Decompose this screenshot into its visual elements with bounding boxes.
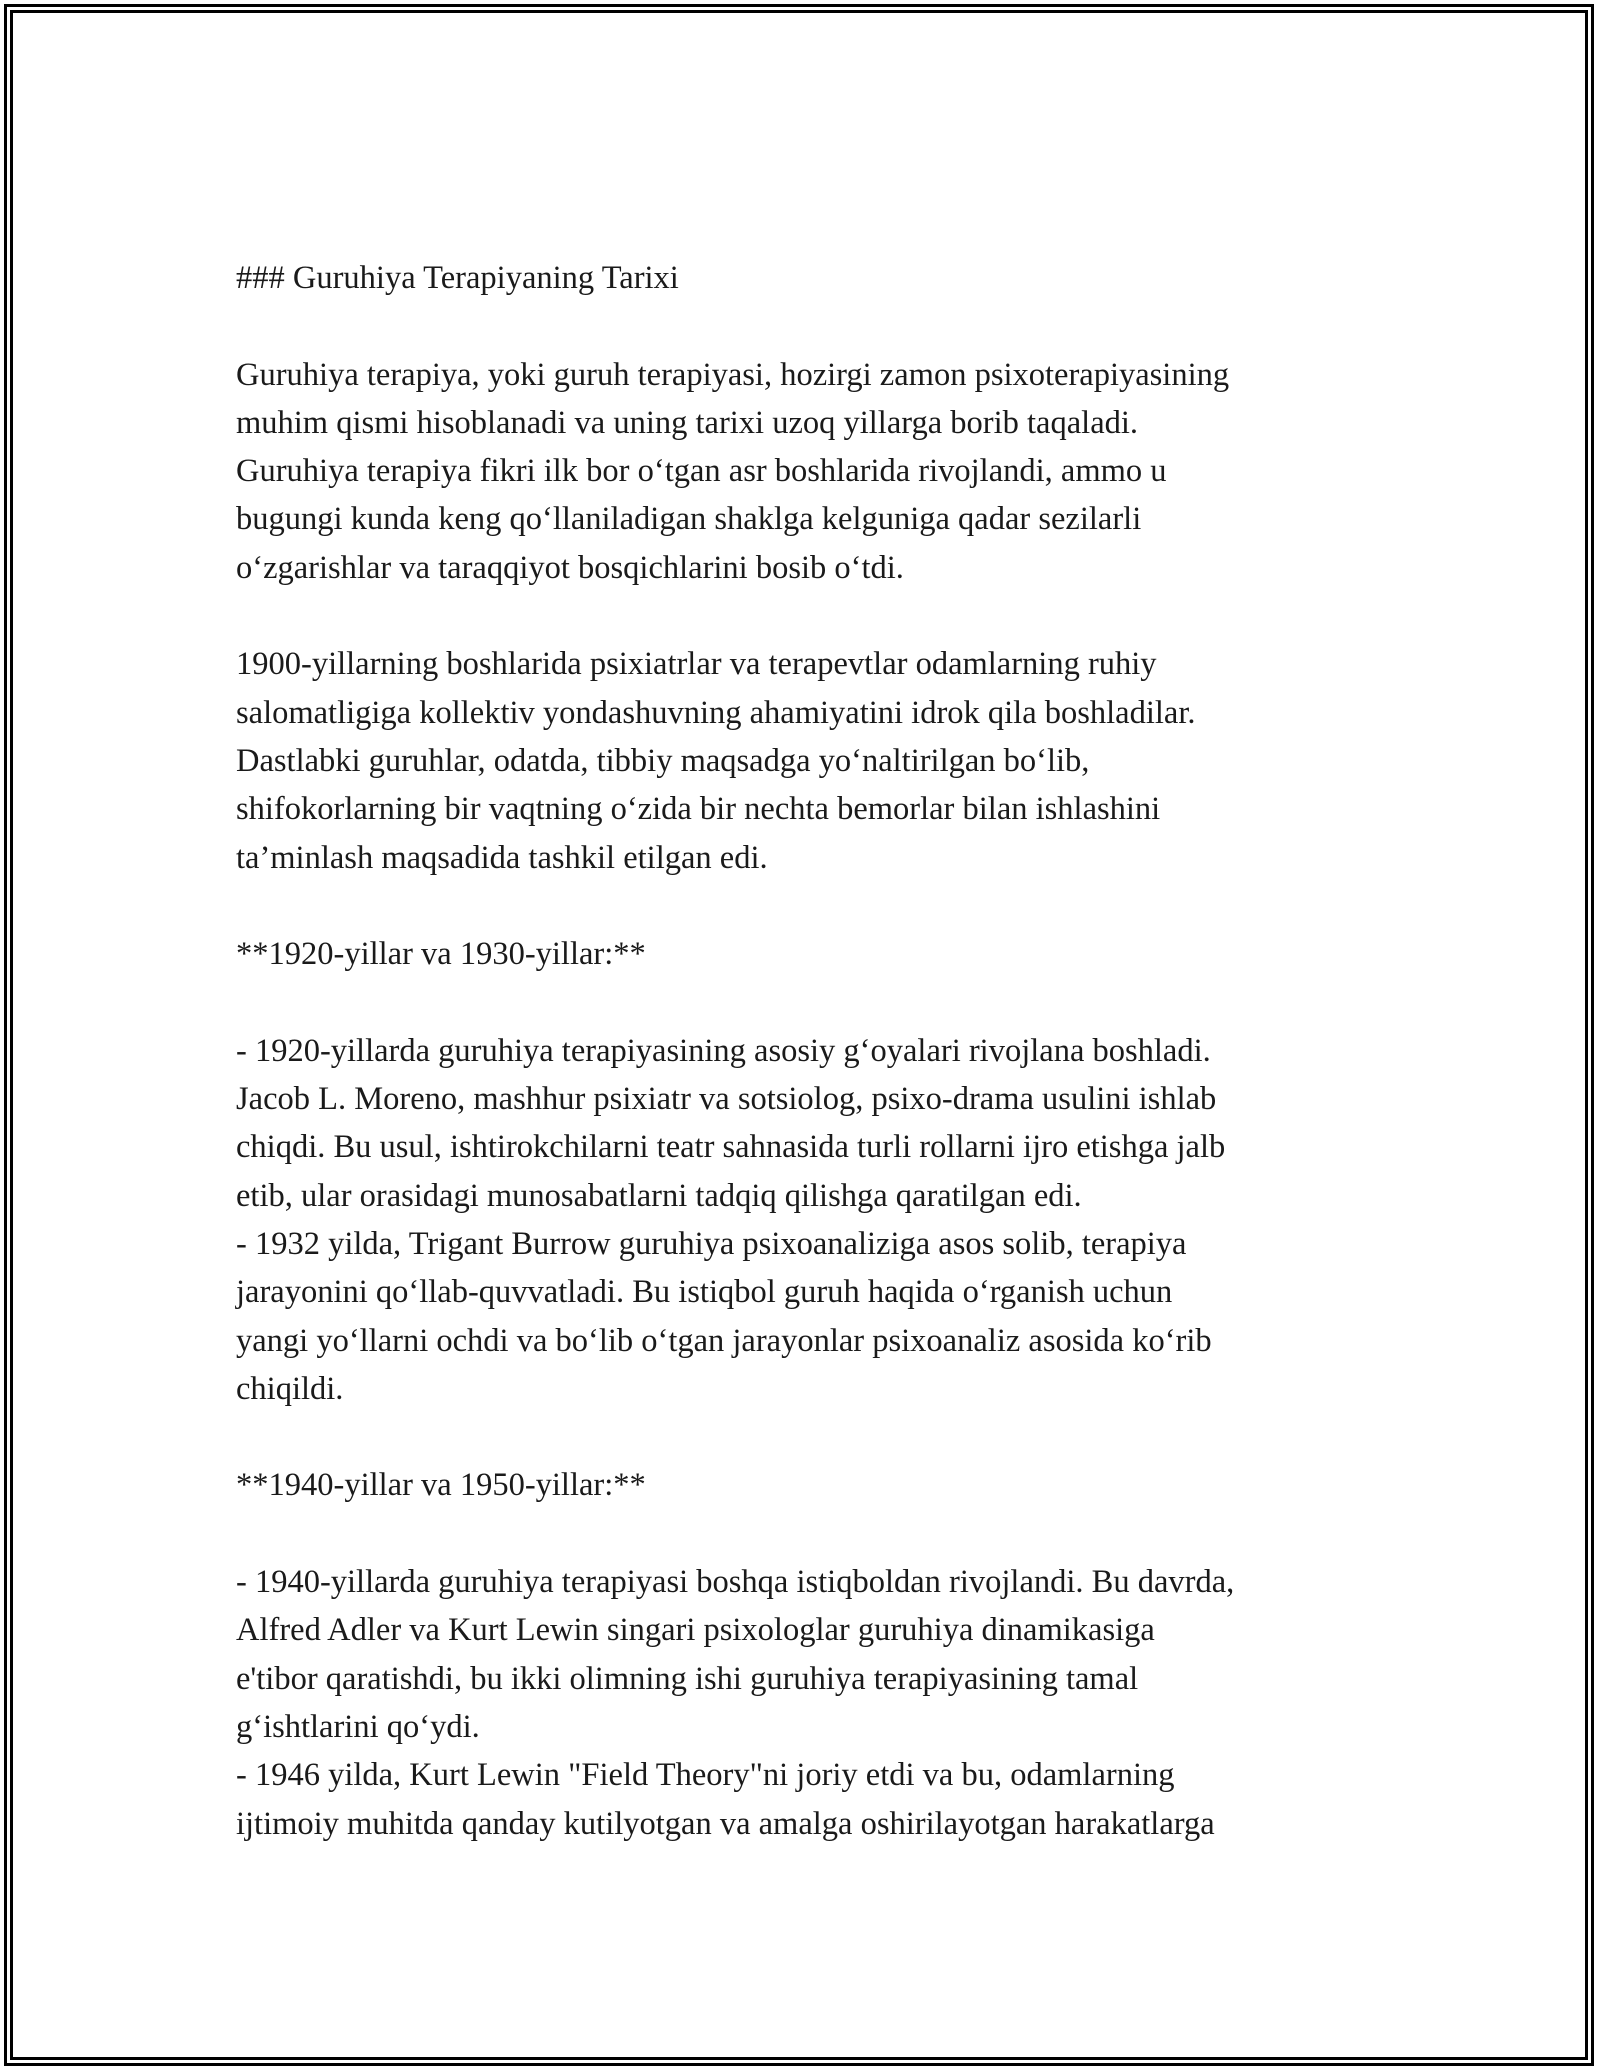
text-line: - 1946 yilda, Kurt Lewin "Field Theory"ni joriy etdi va bu, odamlarning bbox=[236, 1757, 1175, 1794]
text-line: 1900-yillarning boshlarida psixiatrlar va terapevtlar odamlarning ruhiy bbox=[236, 646, 1157, 683]
text-line: Jacob L. Moreno, mashhur psixiatr va sotsiolog, psixo-drama usulini ishlab bbox=[236, 1081, 1217, 1118]
section-heading-1940s: **1940-yillar va 1950-yillar:** bbox=[236, 1467, 646, 1504]
text-line: ijtimoiy muhitda qanday kutilyotgan va amalga oshirilayotgan harakatlarga bbox=[236, 1805, 1215, 1842]
text-line: - 1940-yillarda guruhiya terapiyasi boshqa istiqboldan rivojlandi. Bu davrda, bbox=[236, 1564, 1235, 1601]
section-heading-1920s: **1920-yillar va 1930-yillar:** bbox=[236, 936, 646, 973]
text-line: muhim qismi hisoblanadi va uning tarixi uzoq yillarga borib taqaladi. bbox=[236, 404, 1139, 441]
document-heading: ### Guruhiya Terapiyaning Tarixi bbox=[236, 260, 679, 296]
paragraph-gap bbox=[236, 978, 1386, 1026]
section-1940s-body bbox=[236, 1558, 1386, 1848]
paragraph-gap bbox=[236, 882, 1386, 930]
text-line: salomatligiga kollektiv yondashuvning ahamiyatini idrok qila boshladilar. bbox=[236, 694, 1196, 731]
paragraph-gap bbox=[236, 1510, 1386, 1558]
text-line: Alfred Adler va Kurt Lewin singari psixologlar guruhiya dinamikasiga bbox=[236, 1612, 1155, 1649]
intro-paragraph bbox=[236, 351, 1386, 592]
section-1920s-body bbox=[236, 1027, 1386, 1413]
text-line: Guruhiya terapiya fikri ilk bor o‘tgan asr boshlarida rivojlandi, ammo u bbox=[236, 453, 1167, 490]
paragraph-gap bbox=[236, 1413, 1386, 1461]
text-line: chiqildi. bbox=[236, 1370, 344, 1407]
text-line: - 1920-yillarda guruhiya terapiyasining asosiy g‘oyalari rivojlana boshladi. bbox=[236, 1032, 1211, 1069]
text-line: - 1932 yilda, Trigant Burrow guruhiya psixoanaliziga asos solib, terapiya bbox=[236, 1225, 1187, 1262]
text-line: e'tibor qaratishdi, bu ikki olimning ishi guruhiya terapiyasining tamal bbox=[236, 1660, 1139, 1697]
early-history-paragraph bbox=[236, 640, 1386, 881]
text-line: Dastlabki guruhlar, odatda, tibbiy maqsadga yo‘naltirilgan bo‘lib, bbox=[236, 742, 1090, 779]
text-line: o‘zgarishlar va taraqqiyot bosqichlarini bosib o‘tdi. bbox=[236, 549, 904, 586]
text-line: shifokorlarning bir vaqtning o‘zida bir nechta bemorlar bilan ishlashini bbox=[236, 791, 1161, 828]
text-line: g‘ishtlarini qo‘ydi. bbox=[236, 1708, 480, 1745]
paragraph-gap bbox=[236, 302, 1386, 350]
text-line: jarayonini qo‘llab-quvvatladi. Bu istiqbol guruh haqida o‘rganish uchun bbox=[236, 1274, 1173, 1311]
text-line: Guruhiya terapiya, yoki guruh terapiyasi, hozirgi zamon psixoterapiyasining bbox=[236, 356, 1230, 393]
text-line: chiqdi. Bu usul, ishtirokchilarni teatr sahnasida turli rollarni ijro etishga jalb bbox=[236, 1129, 1226, 1166]
text-line: yangi yo‘llarni ochdi va bo‘lib o‘tgan jarayonlar psixoanaliz asosida ko‘rib bbox=[236, 1322, 1212, 1359]
text-line: ta’minlash maqsadida tashkil etilgan edi. bbox=[236, 839, 768, 876]
document-body bbox=[236, 254, 1386, 1848]
paragraph-gap bbox=[236, 592, 1386, 640]
text-line: bugungi kunda keng qo‘llaniladigan shaklga kelguniga qadar sezilarli bbox=[236, 501, 1142, 538]
text-line: etib, ular orasidagi munosabatlarni tadqiq qilishga qaratilgan edi. bbox=[236, 1177, 1082, 1214]
